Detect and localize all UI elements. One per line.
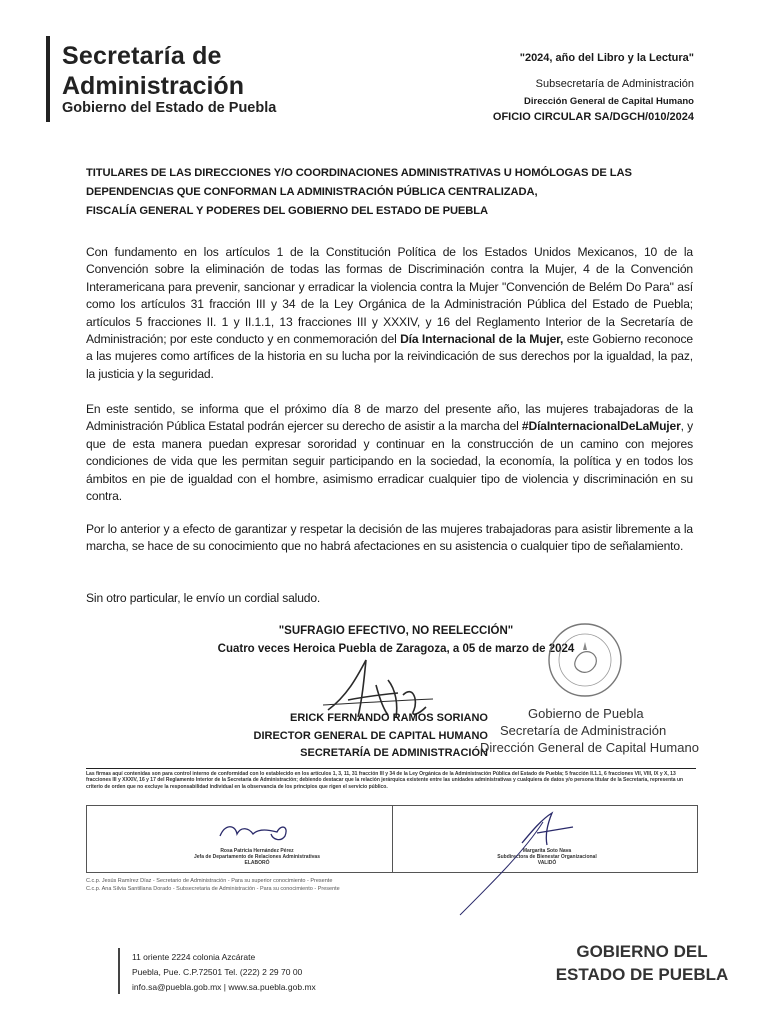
motto: "SUFRAGIO EFECTIVO, NO REELECCIÓN" (278, 625, 514, 637)
addressee-line: FISCALÍA GENERAL Y PODERES DEL GOBIERNO DEL ESTADO DE PUEBLA (86, 205, 488, 217)
footer-divider (118, 948, 120, 994)
elaboro-tag: ELABORÓ (244, 860, 270, 866)
cc-line: C.c.p. Ana Silvia Santillana Dorado - Subsecretaria de Administración - Para su conocimiento - Presente (86, 886, 340, 892)
p1-bold: Día Internacional de la Mujer, (400, 332, 564, 347)
table-divider (392, 806, 393, 872)
signer-name: ERICK FERNANDO RAMOS SORIANO (289, 712, 488, 724)
institution-stamp (472, 705, 722, 756)
footer-gov-line-2: ESTADO DE PUEBLA (555, 965, 729, 984)
p2-hashtag: #DíaInternacionalDeLaMujer (521, 419, 681, 434)
paragraph-3: Por lo anterior y a efecto de garantizar y respetar la decisión de las mujeres trabajadoras para asistir libremente a la marcha, se hace de su conocimiento que no habrá afectaciones en su asistencia o cualquier tipo de señalamiento. (86, 522, 693, 554)
addressee-line: TITULARES DE LAS DIRECCIONES Y/O COORDINACIONES ADMINISTRATIVAS U HOMÓLOGAS DE LAS (86, 167, 632, 179)
paragraph-2 (86, 401, 693, 505)
valido-role: Subdirectora de Bienestar Organizacional (497, 854, 597, 860)
oficio-number: OFICIO CIRCULAR SA/DGCH/010/2024 (492, 111, 694, 123)
brand-line-2: Administración (62, 72, 244, 100)
paragraph-1 (86, 244, 693, 383)
paragraph-4: Sin otro particular, le envío un cordial saludo. (86, 591, 321, 605)
footer-phone: Puebla, Pue. C.P.72501 Tel. (222) 2 29 70 00 (132, 967, 303, 977)
addressee-line: DEPENDENCIAS QUE CONFORMAN LA ADMINISTRACIÓN PÚBLICA CENTRALIZADA, (86, 186, 538, 198)
brand-line-3: Gobierno del Estado de Puebla (62, 100, 277, 116)
place-date: Cuatro veces Heroica Puebla de Zaragoza, a 05 de marzo de 2024 (217, 643, 575, 655)
footer-contact: info.sa@puebla.gob.mx | www.sa.puebla.gob.mx (132, 982, 316, 992)
p1-text-a: Con fundamento en los artículos 1 de la Constitución Política de los Estados Unidos Mexicanos, 10 de la Convención sobre la eliminación de todas las formas de Discriminación contra la Mujer, 4 de la Convención Interamericana para prevenir, sancionar y erradicar la violencia contra la Mujer "Convención de Belém Do Para" así como los artículos 31 fracción III y 34 de la Ley Orgánica de la Administración Pública del Estado de Puebla; artículos 5 fracciones II. 1 y II.1.1, 13 fracciones III y XXXIV, y 16 del Reglamento Interior de la Secretaría de Administración; por este conducto y en conmemoración del (86, 245, 693, 347)
legal-note: Las firmas aquí contenidas son para control interno de conformidad con lo establecido en los artículos 1, 3, 11, 31 fracción III y 34 de la Ley Orgánica de la Administración Pública del Estado de Puebla; 5 fracción II.1.1, 6 fracciones VII, VIII, IX y X, 13 fracciones III y XXXIV, 16 y 17 del Reglamento Interior de la Secretaría de Administración; debiendo destacar que la relación jerárquica existente entre las unidades administrativas y cualquiera de datos y/o persona titular de la Secretaría, representa un criterio de orden que no excluye la responsabilidad individual en la observancia de los principios que rigen el servicio público. (86, 768, 696, 790)
p2-text-b: , y que de esta manera puedan expresar sororidad y continuar en la construcción de un camino con mejores condiciones de vida que les permitan seguir participando en la sociedad, la economía, la política y en todos los ámbitos en pie de igualdad con el hombre, asimismo erradicar cualquier tipo de violencia y discriminación en su contra. (86, 419, 693, 504)
footer-address: 11 oriente 2224 colonia Azcárate (132, 952, 256, 962)
valido-name: Margarita Soto Nava (522, 848, 572, 854)
brand-line-1: Secretaría de (62, 42, 222, 70)
elaboro-signature-icon (215, 816, 295, 846)
elaboro-role: Jefa de Departamento de Relaciones Administrativas (194, 854, 320, 860)
elaboro-block (147, 848, 367, 866)
valido-tag: VALIDÓ (537, 860, 557, 866)
direccion: Dirección General de Capital Humano (524, 96, 694, 107)
stamp-line-3: Dirección General de Capital Humano (480, 740, 699, 755)
year-slogan: "2024, año del Libro y la Lectura" (519, 52, 694, 64)
p1-text-b: este Gobierno reconoce a las mujeres como artífices de la historia en su lucha por la reivindicación de sus derechos por la igualdad, la paz, la justicia y la seguridad. (86, 332, 693, 381)
stamp-line-1: Gobierno de Puebla (528, 706, 644, 721)
p2-text-a: En este sentido, se informa que el próximo día 8 de marzo del presente año, las mujeres trabajadoras de la Administración Pública Estatal podrán ejercer su derecho de asistir a la marcha del (86, 402, 693, 434)
pen-stroke-icon (455, 820, 545, 920)
cc-line: C.c.p. Jesús Ramírez Díaz - Secretario de Administración - Para su superior conocimiento - Presente (86, 878, 333, 884)
signatures-table (86, 805, 698, 873)
subsecretaria: Subsecretaría de Administración (535, 78, 694, 90)
addressee-block (86, 164, 686, 221)
footer-gov-line-1: GOBIERNO DEL (576, 942, 708, 961)
stamp-line-2: Secretaría de Administración (500, 723, 667, 738)
signer-title: DIRECTOR GENERAL DE CAPITAL HUMANO (253, 730, 488, 742)
signer-office: SECRETARÍA DE ADMINISTRACIÓN (300, 747, 488, 759)
seal-icon (540, 620, 630, 700)
elaboro-name: Rosa Patricia Hernández Pérez (220, 848, 294, 854)
header-divider (46, 36, 50, 122)
